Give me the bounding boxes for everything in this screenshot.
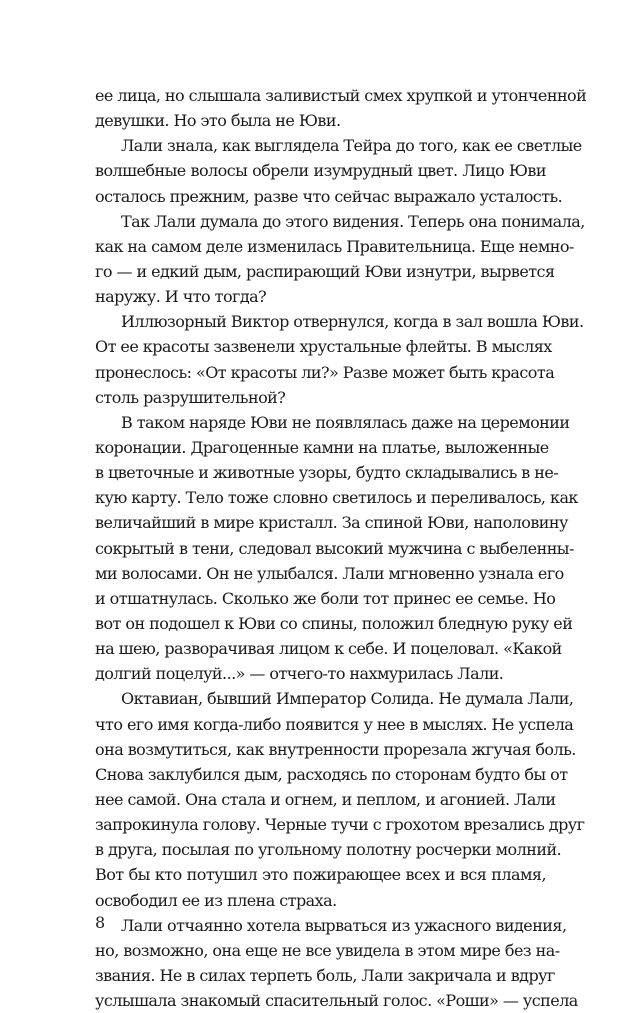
text-line: девушки. Но это была не Юви. [95, 111, 341, 131]
text-line: запрокинула голову. Черные тучи с грохотом врезались друг [95, 815, 585, 835]
text-line: как на самом деле изменилась Правительница. Еще немно- [95, 236, 574, 256]
text-line: осталось прежним, разве что сейчас выражало усталость. [95, 186, 563, 206]
page-body-text [95, 83, 587, 1013]
text-line: наружу. И что тогда? [95, 287, 267, 307]
text-line: но, возможно, она еще не все увидела в этом мире без на- [95, 940, 560, 960]
text-line: сокрытый в тени, следовал высокий мужчина с выбеленны- [95, 538, 574, 558]
text-line: пронеслось: «От красоты ли?» Разве может быть красота [95, 362, 555, 382]
text-line: волшебные волосы обрели изумрудный цвет. Лицо Юви [95, 161, 546, 181]
text-line: Иллюзорный Виктор отвернулся, когда в зал вошла Юви. [121, 312, 584, 332]
text-line: Октавиан, бывший Император Солида. Не думала Лали, [121, 689, 574, 709]
text-line: Лали знала, как выглядела Тейра до того, как ее светлые [121, 136, 582, 156]
text-line: ее лица, но слышала заливистый смех хрупкой и утонченной [95, 86, 587, 105]
text-line: в друга, посылая по угольному полотну росчерки молний. [95, 840, 562, 860]
text-line: и отшатнулась. Сколько же боли тот принес ее семье. Но [95, 588, 556, 608]
text-line: на шею, разворачивая лицом к себе. И поцеловал. «Какой [95, 639, 562, 659]
text-line: что его имя когда-либо появится у нее в мыслях. Не успела [95, 714, 574, 734]
text-line: величайший в мире кристалл. За спиной Юви, наполовину [95, 513, 568, 533]
text-line: она возмутиться, как внутренности прорезала жгучая боль. [95, 739, 576, 759]
text-line: звания. Не в силах терпеть боль, Лали закричала и вдруг [95, 965, 555, 985]
text-line: нее самой. Она стала и огнем, и пеплом, и агонией. Лали [95, 789, 556, 809]
text-line: услышала знакомый спасительный голос. «Роши» — успела [95, 991, 578, 1011]
text-line: кую карту. Тело тоже словно светилось и переливалось, как [95, 488, 578, 508]
text-line: В таком наряде Юви не появлялась даже на церемонии [121, 412, 570, 432]
text-line: го — и едкий дым, распирающий Юви изнутри, вырвется [95, 261, 555, 281]
text-line: Снова заклубился дым, расходясь по сторонам будто бы от [95, 764, 568, 784]
text-line: коронации. Драгоценные камни на платье, выложенные [95, 437, 549, 457]
text-line: Вот бы кто потушил это пожирающее всех и вся пламя, [95, 865, 546, 885]
text-line: вот он подошел к Юви со спины, положил бледную руку ей [95, 613, 573, 633]
text-line: Так Лали думала до этого видения. Теперь она понимала, [121, 211, 585, 231]
text-line: Лали отчаянно хотела вырваться из ужасного видения, [121, 915, 567, 935]
text-line: освободил ее из плена страха. [95, 890, 337, 910]
text-line: столь разрушительной? [95, 387, 286, 407]
text-line: ми волосами. Он не улыбался. Лали мгновенно узнала его [95, 563, 564, 583]
text-line: долгий поцелуй...» — отчего-то нахмурилась Лали. [95, 664, 504, 684]
page-number: 8 [95, 913, 106, 932]
text-line: в цветочные и животные узоры, будто складывались в не- [95, 463, 559, 483]
text-line: От ее красоты зазвенели хрустальные флейты. В мыслях [95, 337, 552, 357]
